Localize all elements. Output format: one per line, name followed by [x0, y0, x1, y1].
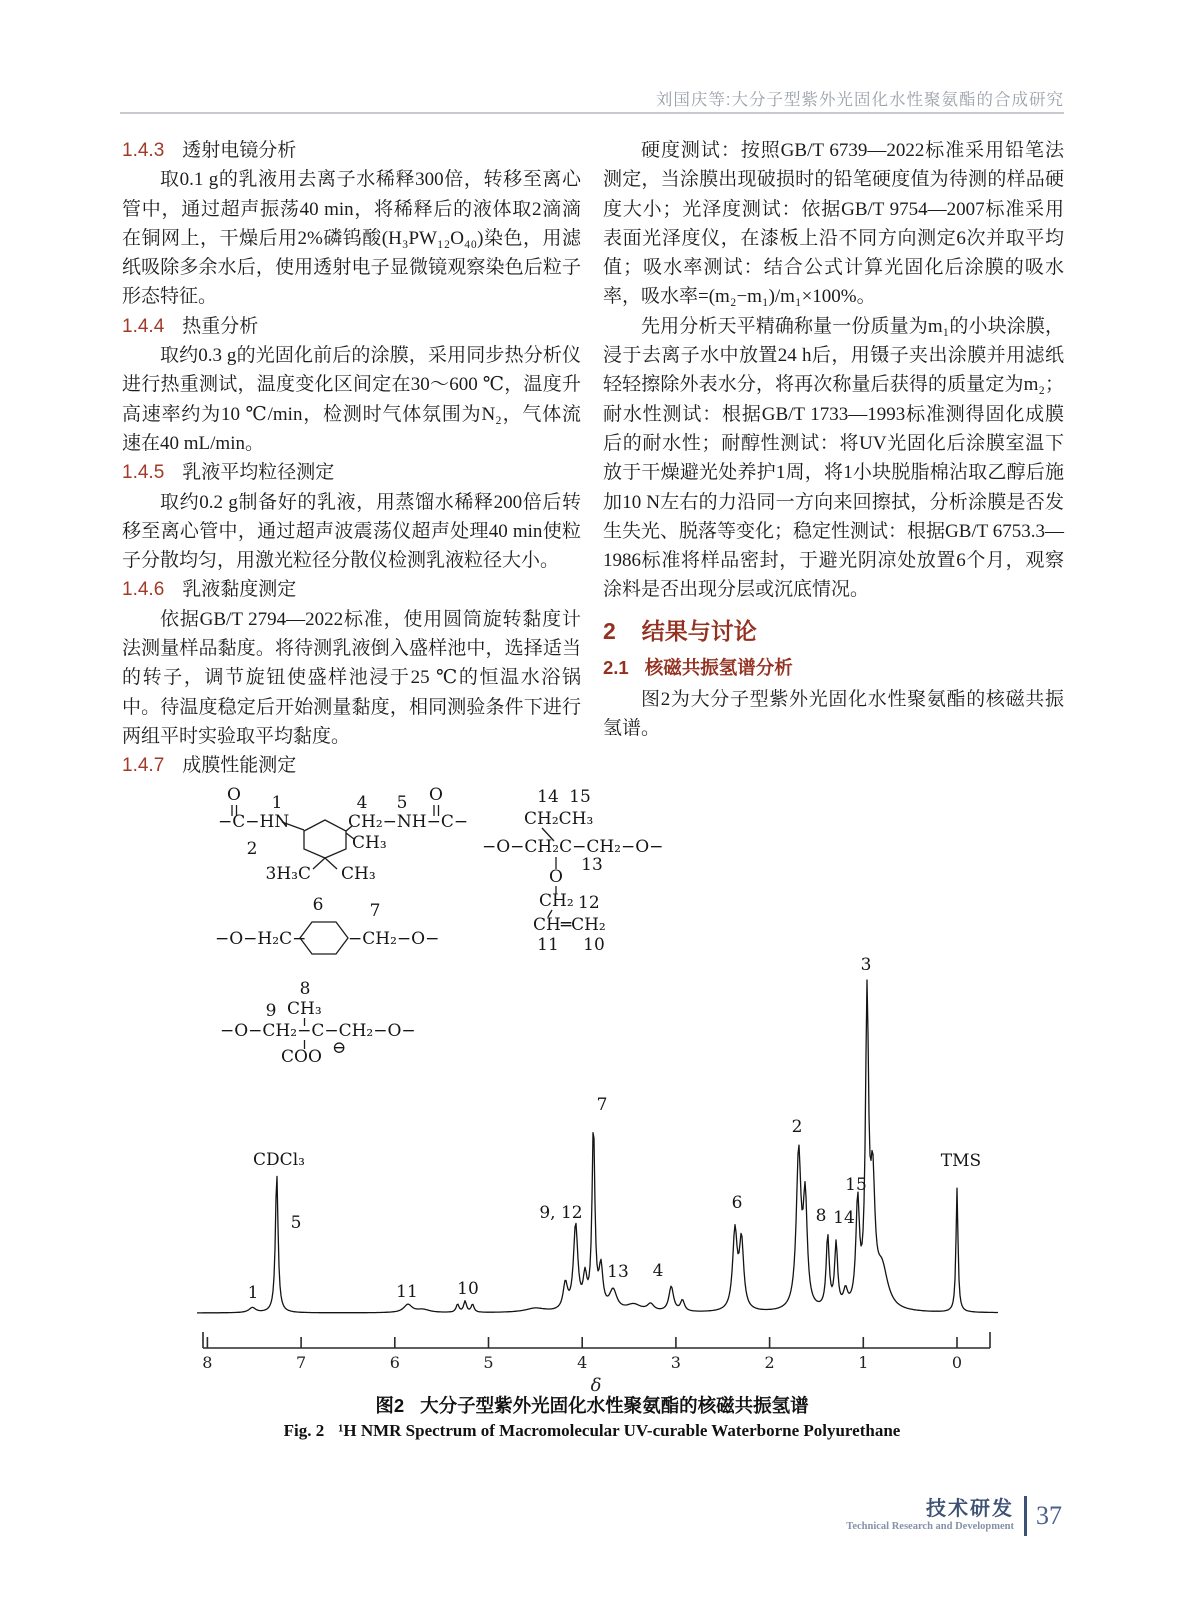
axis-tick-label: 5 — [483, 1353, 494, 1372]
section-heading-1-4-4 — [122, 312, 581, 341]
header-rule — [120, 112, 1064, 114]
footer-column-en: Technical Research and Development — [846, 1521, 1014, 1532]
paragraph: 依据GB/T 2794—2022标准，使用圆筒旋转黏度计法测量样品黏度。将待测乳液倒入盛样池中，选择适当的转子，调节旋钮使盛样池浸于25 ℃的恒温水浴锅中。待温度稳定后开始测量黏度，相同测验条件下进行两组平时实验取平均黏度。 — [122, 608, 581, 747]
structure-label: −O−CH₂C−CH₂−O− — [482, 837, 664, 857]
peak-labels — [248, 955, 982, 1303]
figure-label-zh: 图2 — [375, 1395, 405, 1416]
section-number: 1.4.6 — [122, 579, 165, 601]
structure-label: 9 — [265, 1001, 277, 1021]
structure-label: 3H₃C — [265, 864, 311, 884]
structure-label: 5 — [396, 793, 408, 813]
x-axis-label: δ — [590, 1375, 602, 1396]
running-title: 刘国庆等:大分子型紫外光固化水性聚氨酯的合成研究 — [655, 91, 1064, 109]
page-number: 37 — [1036, 1501, 1062, 1530]
figure-caption-zh-text: 大分子型紫外光固化水性聚氨酯的核磁共振氢谱 — [420, 1395, 809, 1416]
section-heading-2 — [603, 614, 1064, 648]
peak-label: 7 — [596, 1095, 608, 1115]
peak-label: 10 — [457, 1279, 479, 1299]
section-heading-2-1 — [603, 653, 1064, 683]
paragraph: 取约0.2 g制备好的乳液，用蒸馏水稀释200倍后转移至离心管中，通过超声波震荡仪超声处理40 min使粒子分散均匀，用激光粒径分散仪检测乳液粒径大小。 — [122, 491, 581, 572]
section-title: 核磁共振氢谱分析 — [644, 656, 793, 678]
peak-label: 15 — [845, 1175, 867, 1195]
section-number: 2.1 — [603, 656, 629, 678]
axis-tick-label: 3 — [670, 1353, 681, 1372]
section-heading-1-4-5 — [122, 458, 581, 487]
peak-label: CDCl₃ — [253, 1150, 305, 1170]
structure-label: CH₂ — [539, 891, 574, 911]
structure-label: 4 — [356, 793, 368, 813]
section-title: 热重分析 — [182, 315, 259, 337]
structure-chdm-segment — [215, 895, 439, 954]
structure-label: 7 — [369, 901, 381, 921]
section-title: 乳液黏度测定 — [182, 579, 297, 601]
left-column — [122, 136, 581, 781]
section-number: 1.4.4 — [122, 315, 165, 337]
peak-label: 8 — [815, 1206, 827, 1226]
structure-label: O — [429, 785, 443, 805]
peak-label: 1 — [247, 1283, 259, 1303]
axis-tick-label: 0 — [951, 1353, 963, 1372]
section-number: 1.4.5 — [122, 462, 165, 484]
axis-tick-label: 4 — [577, 1353, 588, 1372]
structure-label: −O−CH₂−C−CH₂−O− — [220, 1021, 416, 1041]
structure-label: 11 — [537, 935, 559, 955]
paragraph: 先用分析天平精确称量一份质量为m₁的小块涂膜，浸于去离子水中放置24 h后，用镊子夹出涂膜并用滤纸轻轻擦除外表水分，将再次称量后获得的质量定为m₂；耐水性测试：根据GB/T 1733—1993标准测得固化成膜后的耐水性；耐醇性测试：将UV光固化后涂膜室温下放于干燥避光处养护1周，将1小块脱脂棉沾取乙醇后施加10 N左右的力沿同一方向来回擦拭，分析涂膜是否发生失光、脱落等变化；稳定性测试：根据GB/T 6753.3—1986标准将样品密封，于避光阴凉处放置6个月，观察涂料是否出现分层或沉底情况。 — [603, 315, 1064, 601]
structure-label: 13 — [581, 855, 603, 875]
footer-divider — [1024, 1496, 1027, 1536]
structure-label: COO — [281, 1047, 322, 1067]
structure-label: 14 — [537, 787, 559, 807]
figure-caption-zh — [120, 1392, 1064, 1418]
structure-tmp-allyl-segment — [482, 787, 663, 955]
figure-label-en: Fig. 2 — [283, 1421, 325, 1440]
peak-label: 4 — [652, 1261, 664, 1281]
structure-dmpa-segment — [220, 979, 416, 1067]
paragraph: 取0.1 g的乳液用去离子水稀释300倍，转移至离心管中，通过超声振荡40 min，将稀释后的液体取2滴滴在铜网上，干燥后用2%磷钨酸(H₃PW₁₂O₄₀)染色，用滤纸吸除多余水后，使用透射电子显微镜观察染色后粒子形态特征。 — [122, 169, 581, 308]
peak-label: 6 — [731, 1193, 743, 1213]
axis-tick-label: 1 — [858, 1353, 869, 1372]
x-axis — [202, 1332, 990, 1396]
section-number: 1.4.7 — [122, 755, 165, 777]
peak-label: 13 — [607, 1262, 629, 1282]
axis-tick-label: 2 — [764, 1353, 775, 1372]
structure-label: CH₃ — [352, 833, 387, 853]
paragraph: 硬度测试：按照GB/T 6739—2022标准采用铅笔法测定，当涂膜出现破损时的铅笔硬度值为待测的样品硬度大小；光泽度测试：依据GB/T 9754—2007标准采用表面光泽度仪，在漆板上沿不同方向测定6次并取平均值；吸水率测试：结合公式计算光固化后涂膜的吸水率，吸水率=(m₂−m₁)/m₁×100%。 — [603, 140, 1064, 308]
structure-label: −C−HN — [218, 812, 290, 832]
section-title: 结果与讨论 — [641, 617, 757, 644]
structure-label: 6 — [312, 895, 324, 915]
figure-caption-en-text: ¹H NMR Spectrum of Macromolecular UV-curable Waterborne Polyurethane — [338, 1421, 901, 1440]
peak-label: TMS — [940, 1151, 982, 1171]
peak-label: 5 — [290, 1213, 302, 1233]
paragraph: 图2为大分子型紫外光固化水性聚氨酯的核磁共振氢谱。 — [603, 688, 1064, 740]
footer-column-zh: 技术研发 — [926, 1498, 1014, 1520]
structure-label: CH₂CH₃ — [524, 809, 594, 829]
structure-label: 10 — [583, 935, 605, 955]
section-title: 乳液平均粒径测定 — [182, 462, 335, 484]
page-footer — [846, 1496, 1062, 1536]
right-column — [603, 136, 1064, 743]
structure-label: O — [227, 785, 241, 805]
footer-column-block — [846, 1498, 1014, 1534]
structure-label: CH₃ — [341, 864, 376, 884]
section-title: 透射电镜分析 — [182, 140, 297, 161]
section-number: 1.4.3 — [122, 140, 165, 161]
section-number: 2 — [603, 617, 616, 644]
peak-label: 2 — [791, 1117, 803, 1137]
axis-tick-label: 6 — [389, 1353, 400, 1372]
structure-label: 2 — [246, 839, 258, 859]
nmr-figure — [120, 760, 1080, 1400]
structure-label: −CH₂−O− — [348, 929, 440, 949]
structure-label: ⊖ — [332, 1038, 347, 1058]
section-heading-1-4-6 — [122, 575, 581, 604]
structure-label: 8 — [299, 979, 311, 999]
section-title: 成膜性能测定 — [182, 755, 297, 777]
structure-label: CH═CH₂ — [533, 915, 606, 935]
peak-label: 14 — [833, 1208, 855, 1228]
structure-ipdi-segment — [218, 785, 468, 884]
axis-tick-label: 7 — [296, 1353, 307, 1372]
figure-caption-en — [120, 1421, 1064, 1441]
axis-tick-label: 8 — [202, 1353, 213, 1372]
structure-label: −O−H₂C− — [215, 929, 307, 949]
structure-label: 1 — [271, 793, 283, 813]
structure-label: 12 — [578, 893, 600, 913]
peak-label: 9, 12 — [539, 1203, 583, 1223]
section-heading-1-4-3 — [122, 136, 581, 165]
peak-label: 11 — [396, 1282, 418, 1302]
structure-label: CH₂−NH−C− — [348, 812, 469, 832]
structure-label: CH₃ — [287, 999, 322, 1019]
structure-label: O — [549, 867, 563, 887]
structure-label: 15 — [569, 787, 591, 807]
peak-label: 3 — [860, 955, 872, 975]
paragraph: 取约0.3 g的光固化前后的涂膜，采用同步热分析仪进行热重测试，温度变化区间定在30～600 ℃，温度升高速率约为10 ℃/min，检测时气体氛围为N₂，气体流速在40 mL/min。 — [122, 345, 581, 454]
